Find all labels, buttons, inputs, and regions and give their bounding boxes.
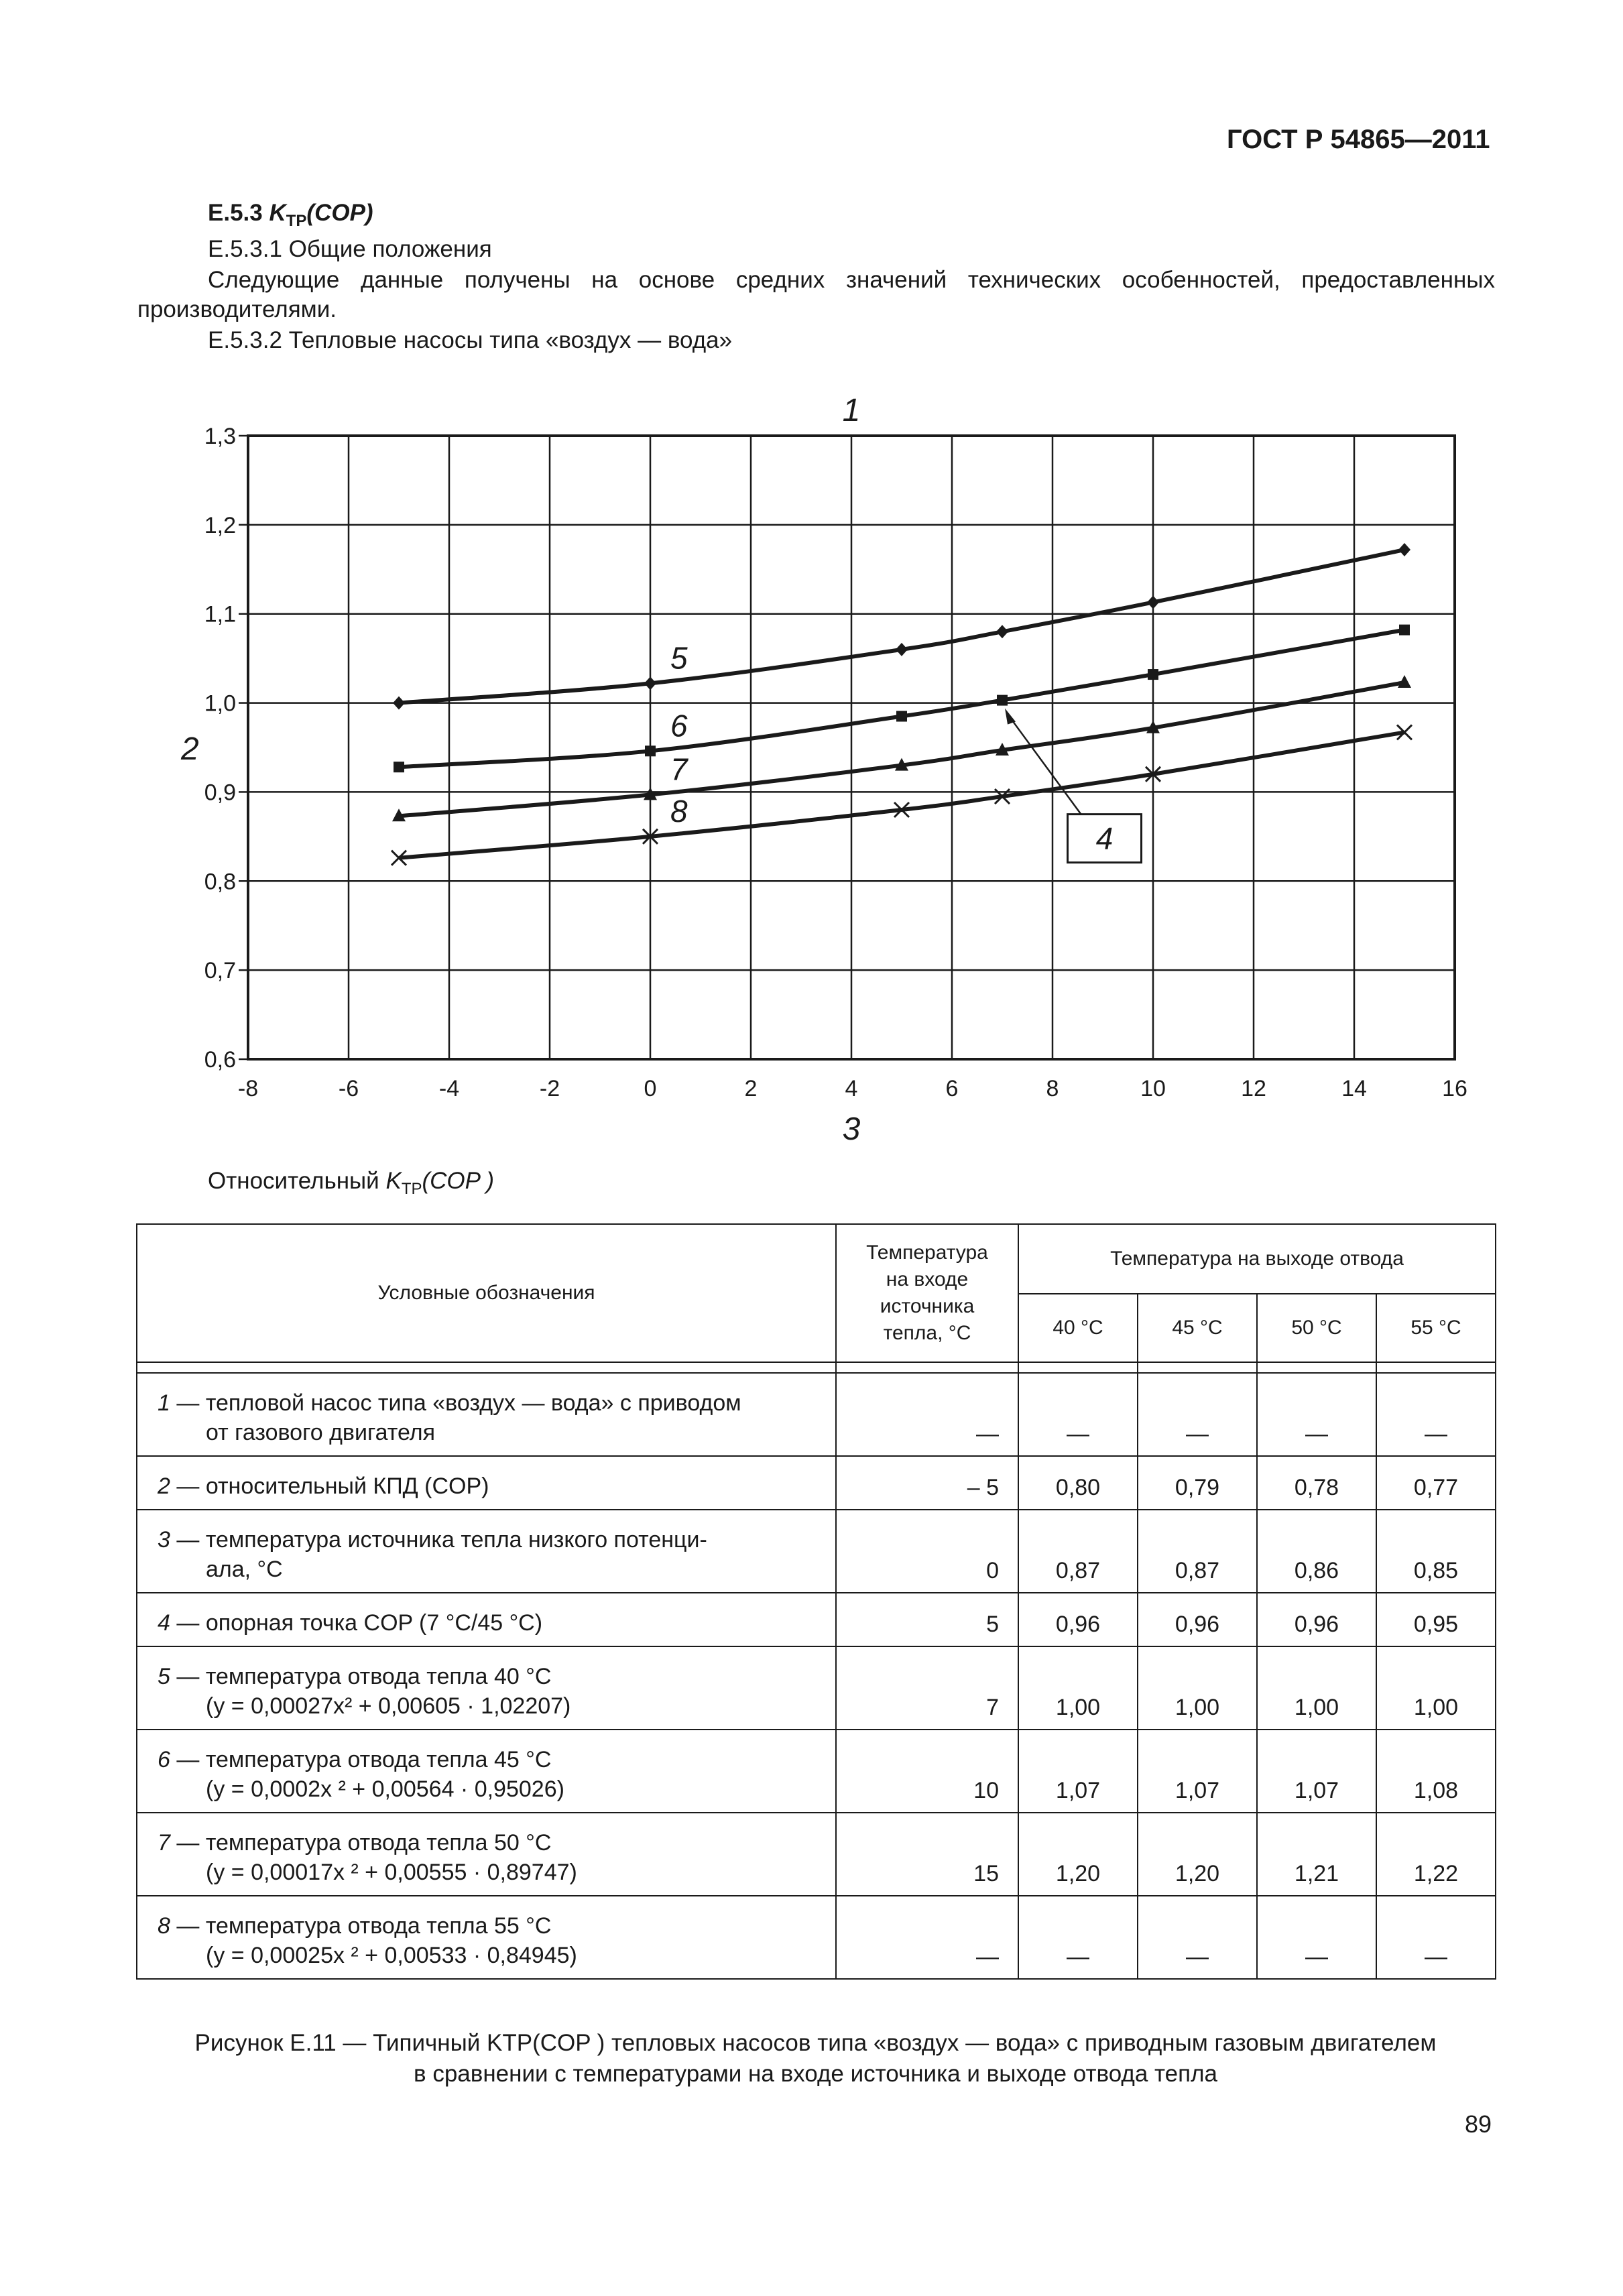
paragraph-line-1: Следующие данные получены на основе средних значений технических особенностей, предоставленных [208, 267, 1495, 293]
cop-value-cell: 1,20 [1138, 1813, 1257, 1896]
legend-line-2: (y = 0,0002x ² + 0,00564 · 0,95026) [206, 1776, 564, 1802]
callout-3: 3 [842, 1111, 861, 1147]
subsection-2: Е.5.3.2 Тепловые насосы типа «воздух — вода» [208, 327, 733, 353]
figure-caption [136, 2028, 1495, 2090]
legend-line-1: — температура отвода тепла 40 °С [170, 1664, 552, 1689]
y-tick-label: 0,9 [204, 780, 236, 806]
caption-rest: (COP ) [422, 1168, 495, 1194]
header-out-50: 50 °С [1257, 1294, 1376, 1362]
square-marker [645, 745, 656, 756]
x-tick-label: -2 [539, 1076, 560, 1101]
cop-value-cell: — [1257, 1373, 1376, 1456]
x-tick-label: 2 [744, 1076, 758, 1101]
x-tick-label: 12 [1241, 1076, 1266, 1101]
diamond-marker [1147, 595, 1159, 609]
x-tick-label: 0 [644, 1076, 657, 1101]
temp-in-cell: — [836, 1373, 1018, 1456]
header-legend: Условные обозначения [137, 1224, 836, 1362]
x-tick-label: -4 [438, 1076, 460, 1101]
cop-value-cell: 1,00 [1138, 1646, 1257, 1730]
cop-value-cell: 1,00 [1376, 1646, 1496, 1730]
table-row [137, 1593, 1496, 1646]
legend-line-1: — температура отвода тепла 55 °С [170, 1913, 552, 1939]
header-temp-out: Температура на выходе отвода [1018, 1224, 1496, 1294]
cop-value-cell: 0,87 [1138, 1510, 1257, 1593]
header-gap [137, 1362, 836, 1373]
x-tick-label: -8 [237, 1076, 259, 1101]
legend-number: 4 [158, 1610, 170, 1636]
paragraph-line-2: производителями. [137, 296, 337, 322]
legend-description [137, 1646, 836, 1730]
callout-4-leader [1006, 713, 1081, 814]
y-tick-label: 1,3 [204, 424, 236, 449]
header-out-55: 55 °С [1376, 1294, 1496, 1362]
cop-value-cell: 1,08 [1376, 1730, 1496, 1813]
legend-number: 5 [158, 1664, 170, 1689]
cop-value-cell: 0,79 [1138, 1456, 1257, 1510]
cop-value-cell: — [1018, 1896, 1138, 1979]
legend-description [137, 1373, 836, 1456]
y-tick-label: 0,6 [204, 1047, 236, 1073]
diamond-marker [393, 697, 405, 710]
cop-value-cell: — [1138, 1896, 1257, 1979]
cop-value-cell: 0,86 [1257, 1510, 1376, 1593]
cop-value-cell: 1,20 [1018, 1813, 1138, 1896]
y-tick-label: 1,2 [204, 512, 236, 538]
cop-value-cell: 1,22 [1376, 1813, 1496, 1896]
series-label-7: 7 [670, 751, 688, 787]
legend-line-2: от газового двигателя [206, 1420, 436, 1445]
temp-in-cell: 10 [836, 1730, 1018, 1813]
legend-line-1: — тепловой насос типа «воздух — вода» с приводом [170, 1390, 741, 1416]
section-number: Е.5.3 [208, 200, 263, 226]
legend-line-2: (y = 0,00025x ² + 0,00533 · 0,84945) [206, 1943, 577, 1968]
cop-value-cell: — [1138, 1373, 1257, 1456]
cop-value-cell: 0,85 [1376, 1510, 1496, 1593]
x-tick-label: 4 [845, 1076, 858, 1101]
cop-value-cell: 1,07 [1138, 1730, 1257, 1813]
header-gap [836, 1362, 1018, 1373]
legend-description [137, 1896, 836, 1979]
legend-line-2: ала, °С [206, 1557, 283, 1582]
cop-value-cell: — [1376, 1896, 1496, 1979]
legend-table [136, 1223, 1496, 1980]
square-marker [1148, 669, 1158, 680]
temp-in-cell: 15 [836, 1813, 1018, 1896]
header-gap [1018, 1362, 1138, 1373]
cop-value-cell: 0,96 [1138, 1593, 1257, 1646]
y-tick-label: 1,1 [204, 601, 236, 627]
x-tick-label: 16 [1442, 1076, 1467, 1101]
legend-number: 2 [158, 1473, 170, 1499]
square-marker [1399, 625, 1410, 636]
header-temp-in [836, 1224, 1018, 1362]
series-label-8: 8 [670, 793, 688, 829]
cop-value-cell: 0,77 [1376, 1456, 1496, 1510]
header-out-45: 45 °С [1138, 1294, 1257, 1362]
legend-number: 7 [158, 1830, 170, 1856]
temp-in-cell: 7 [836, 1646, 1018, 1730]
legend-line-1: — температура источника тепла низкого потенци- [170, 1527, 707, 1553]
cop-value-cell: 0,96 [1257, 1593, 1376, 1646]
legend-description [137, 1813, 836, 1896]
legend-line-2: (y = 0,00017x ² + 0,00555 · 0,89747) [206, 1860, 577, 1885]
legend-line-1: — относительный КПД (COP) [170, 1473, 489, 1499]
temp-in-cell: 0 [836, 1510, 1018, 1593]
table-row [137, 1896, 1496, 1979]
legend-description [137, 1510, 836, 1593]
section-k-sub: ТР [286, 212, 307, 230]
y-tick-label: 0,8 [204, 869, 236, 895]
table-row [137, 1646, 1496, 1730]
cop-value-cell: 0,80 [1018, 1456, 1138, 1510]
legend-number: 8 [158, 1913, 170, 1939]
square-marker [394, 762, 404, 772]
header-temp-in-l4: тепла, °С [883, 1322, 971, 1344]
table-row [137, 1510, 1496, 1593]
x-tick-label: 10 [1140, 1076, 1166, 1101]
cop-value-cell: 1,00 [1018, 1646, 1138, 1730]
legend-line-1: — температура отвода тепла 50 °С [170, 1830, 552, 1856]
header-gap [1257, 1362, 1376, 1373]
diamond-marker [1398, 543, 1410, 556]
caption-sub: ТР [401, 1180, 422, 1198]
table-row [137, 1456, 1496, 1510]
cop-value-cell: 0,95 [1376, 1593, 1496, 1646]
caption-prefix: Относительный [208, 1168, 386, 1194]
cop-value-cell: — [1257, 1896, 1376, 1979]
diamond-marker [996, 625, 1008, 638]
x-tick-label: 14 [1341, 1076, 1367, 1101]
cop-value-cell: 0,96 [1018, 1593, 1138, 1646]
series-label-5: 5 [670, 640, 688, 676]
legend-description [137, 1593, 836, 1646]
relative-cop-caption [208, 1168, 494, 1199]
cop-value-cell: — [1376, 1373, 1496, 1456]
legend-number: 6 [158, 1747, 170, 1772]
callout-1: 1 [842, 393, 861, 428]
callout-4-arrowhead [1005, 709, 1016, 725]
cop-value-cell: 0,87 [1018, 1510, 1138, 1593]
legend-line-1: — температура отвода тепла 45 °С [170, 1747, 552, 1772]
cop-value-cell: — [1018, 1373, 1138, 1456]
table-body [137, 1373, 1496, 1979]
section-title-rest: (COP) [306, 200, 373, 226]
standard-id: ГОСТ Р 54865—2011 [1227, 125, 1490, 154]
diamond-marker [644, 676, 656, 690]
square-marker [997, 695, 1008, 706]
callout-4: 4 [1095, 821, 1114, 856]
section-k: K [269, 200, 286, 226]
figure-caption-line-2: в сравнении с температурами на входе источника и выходе отвода тепла [414, 2061, 1217, 2087]
series-label-6: 6 [670, 708, 688, 743]
temp-in-cell: – 5 [836, 1456, 1018, 1510]
legend-number: 3 [158, 1527, 170, 1553]
table-row [137, 1730, 1496, 1813]
y-tick-label: 1,0 [204, 690, 236, 717]
cop-value-cell: 0,78 [1257, 1456, 1376, 1510]
callout-2: 2 [181, 731, 199, 767]
cop-value-cell: 1,07 [1018, 1730, 1138, 1813]
legend-description [137, 1730, 836, 1813]
cop-value-cell: 1,00 [1257, 1646, 1376, 1730]
legend-description [137, 1456, 836, 1510]
cop-chart [168, 375, 1495, 1160]
x-tick-label: -6 [338, 1076, 359, 1101]
x-tick-label: 8 [1046, 1076, 1059, 1101]
y-tick-label: 0,7 [204, 958, 236, 984]
table-row [137, 1813, 1496, 1896]
page-number: 89 [1465, 2110, 1492, 2138]
header-temp-in-l2: на входе [886, 1268, 969, 1290]
header-gap [1376, 1362, 1496, 1373]
cop-value-cell: 1,07 [1257, 1730, 1376, 1813]
header-temp-in-l3: источника [880, 1295, 975, 1317]
legend-line-2: (y = 0,00027x² + 0,00605 · 1,02207) [206, 1693, 571, 1719]
x-tick-label: 6 [945, 1076, 959, 1101]
temp-in-cell: 5 [836, 1593, 1018, 1646]
caption-k: K [385, 1168, 402, 1194]
header-gap [1138, 1362, 1257, 1373]
table-row [137, 1373, 1496, 1456]
legend-number: 1 [158, 1390, 170, 1416]
temp-in-cell: — [836, 1896, 1018, 1979]
figure-caption-line-1: Рисунок Е.11 — Типичный KТР(COP ) тепловых насосов типа «воздух — вода» с приводным газовым двигателем [194, 2030, 1437, 2056]
section-heading [208, 200, 373, 231]
square-marker [896, 711, 907, 722]
diamond-marker [896, 643, 908, 656]
legend-line-1: — опорная точка COP (7 °С/45 °С) [170, 1610, 543, 1636]
cop-value-cell: 1,21 [1257, 1813, 1376, 1896]
header-out-40: 40 °С [1018, 1294, 1138, 1362]
header-temp-in-l1: Температура [866, 1242, 988, 1264]
subsection-1: Е.5.3.1 Общие положения [208, 236, 492, 262]
